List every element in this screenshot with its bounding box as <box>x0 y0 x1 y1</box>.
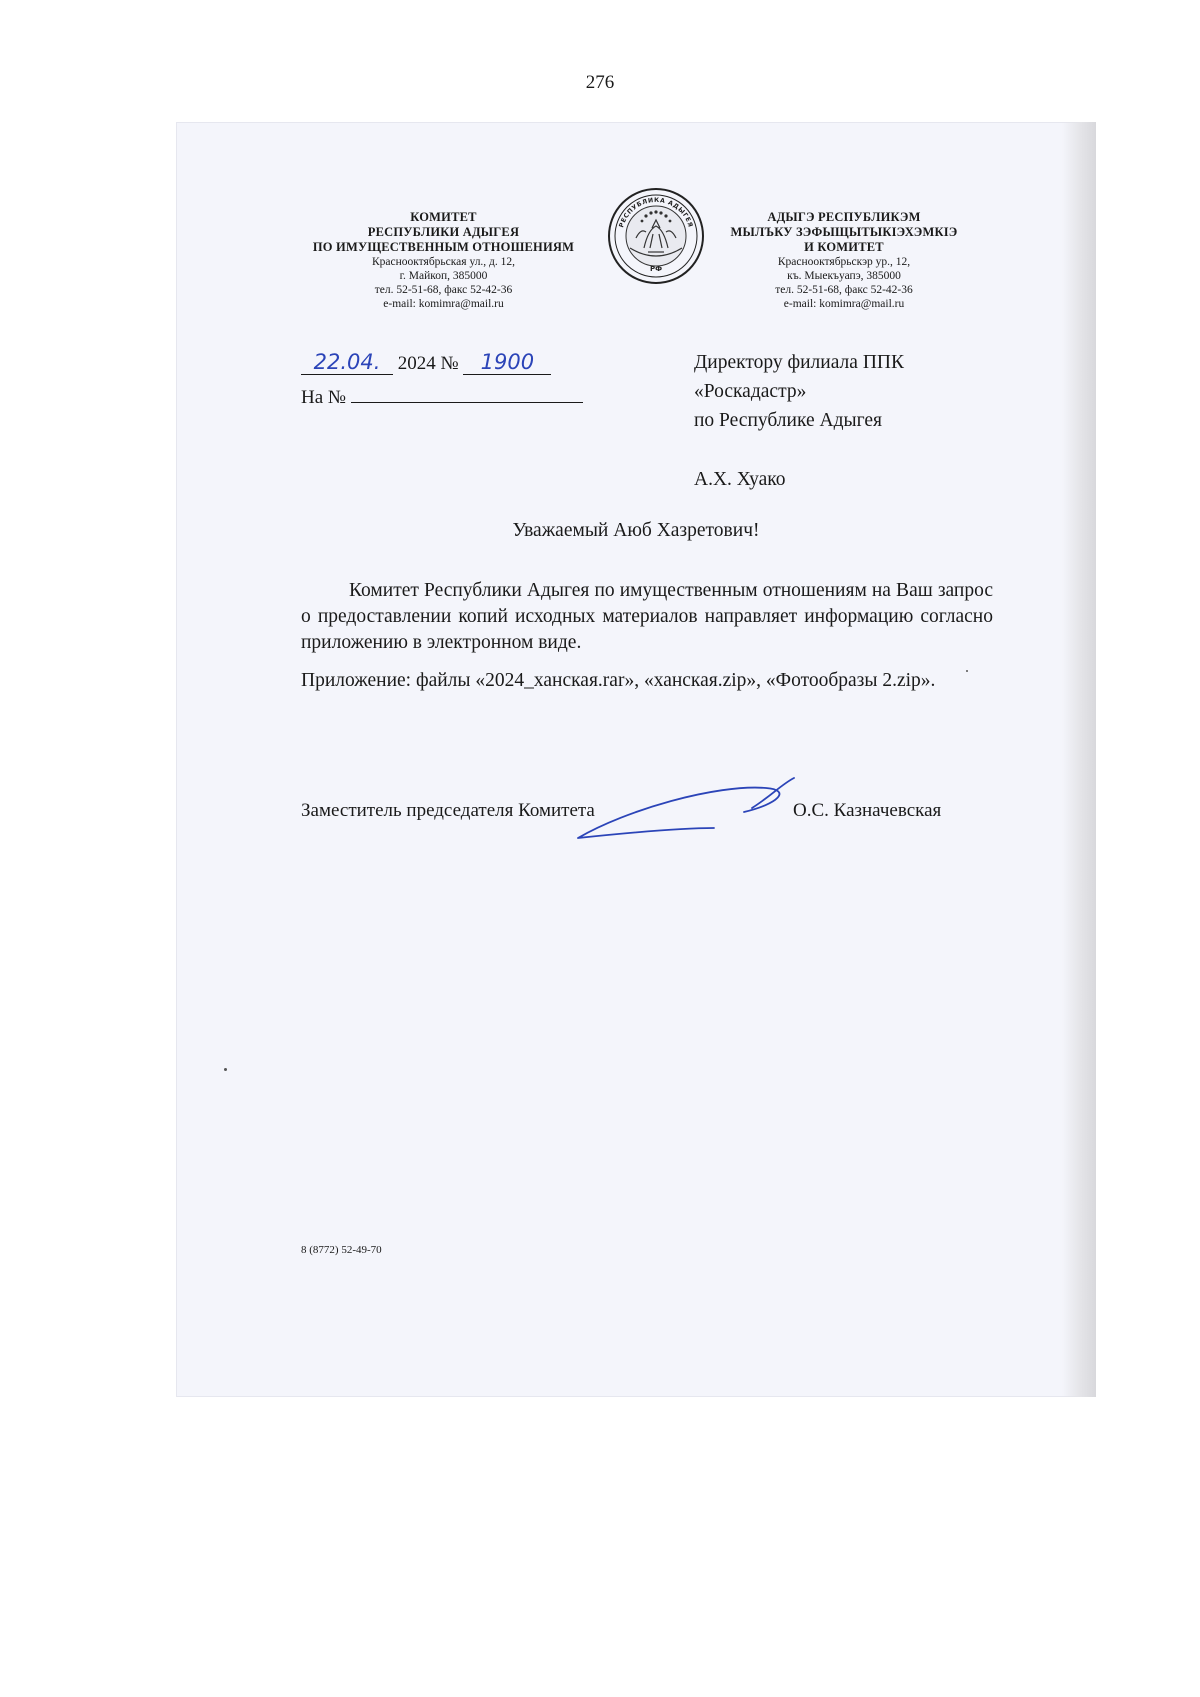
recipient-block <box>694 348 904 494</box>
scan-shadow-edge <box>1062 122 1096 1397</box>
org-name-line2: РЕСПУБЛИКИ АДЫГЕЯ <box>367 225 520 239</box>
emblem-arc-text: РЕСПУБЛИКА АДЫГЕЯ <box>618 196 694 229</box>
org-address2: г. Майкоп, 385000 <box>399 270 488 282</box>
org-phone: тел. 52-51-68, факс 52-42-36 <box>374 284 513 296</box>
adygea-emblem-icon <box>606 186 706 286</box>
registration-year: 2024 <box>397 353 436 374</box>
emblem-bottom-text: РФ <box>649 265 663 273</box>
handwritten-signature <box>556 760 806 850</box>
attachment-line: Приложение: файлы «2024_ханская.rar», «ханская.zip», «Фотообразы 2.zip». <box>301 670 936 691</box>
recipient-line1: Директору филиала ППК <box>694 352 904 373</box>
org-name-line3: ПО ИМУЩЕСТВЕННЫМ ОТНОШЕНИЯМ <box>312 240 575 254</box>
page-number: 276 <box>585 72 615 93</box>
registration-line <box>301 350 551 375</box>
scan-speck <box>966 670 968 672</box>
greeting: Уважаемый Аюб Хазретович! <box>512 520 760 541</box>
org-email-adyghe: e-mail: komimra@mail.ru <box>783 298 905 310</box>
scan-speck <box>224 1068 227 1071</box>
org-name-line1: КОМИТЕТ <box>410 210 477 224</box>
letterhead-left <box>296 210 591 311</box>
org-phone-adyghe: тел. 52-51-68, факс 52-42-36 <box>775 284 913 296</box>
org-name-adyghe-line3: И КОМИТЕТ <box>804 240 884 254</box>
handwritten-date: 22.04. <box>301 350 393 375</box>
org-address1: Краснооктябрьская ул., д. 12, <box>371 256 516 268</box>
executor-phone: 8 (8772) 52-49-70 <box>301 1244 382 1256</box>
number-sign: № <box>440 353 459 374</box>
reference-line <box>301 384 583 409</box>
org-email: e-mail: komimra@mail.ru <box>383 298 504 310</box>
signer-name: О.С. Казначевская <box>793 800 942 821</box>
letter-body: Комитет Республики Адыгея по имущественным отношениям на Ваш запрос о предоставлении копий исходных материалов направляет информацию согласно приложению в электронном виде. <box>301 580 993 653</box>
recipient-line3: по Республике Адыгея <box>694 410 882 431</box>
signer-title: Заместитель председателя Комитета <box>301 800 595 821</box>
org-address-adyghe2: къ. Мыекъуапэ, 385000 <box>787 270 901 282</box>
letterhead-right <box>714 210 974 311</box>
handwritten-number: 1900 <box>463 350 551 375</box>
org-name-adyghe-line1: АДЫГЭ РЕСПУБЛИКЭМ <box>767 210 921 224</box>
reference-blank <box>351 384 583 403</box>
scanned-letter <box>176 122 1096 1397</box>
recipient-line2: «Роскадастр» <box>694 381 807 402</box>
org-address-adyghe1: Краснооктябрьскэр ур., 12, <box>777 256 911 268</box>
reference-label: На № <box>301 387 347 408</box>
recipient-name: А.Х. Хуако <box>694 469 786 490</box>
org-name-adyghe-line2: МЫЛЪКУ ЗЭФЫЩЫТЫКIЭХЭМКIЭ <box>730 225 958 239</box>
